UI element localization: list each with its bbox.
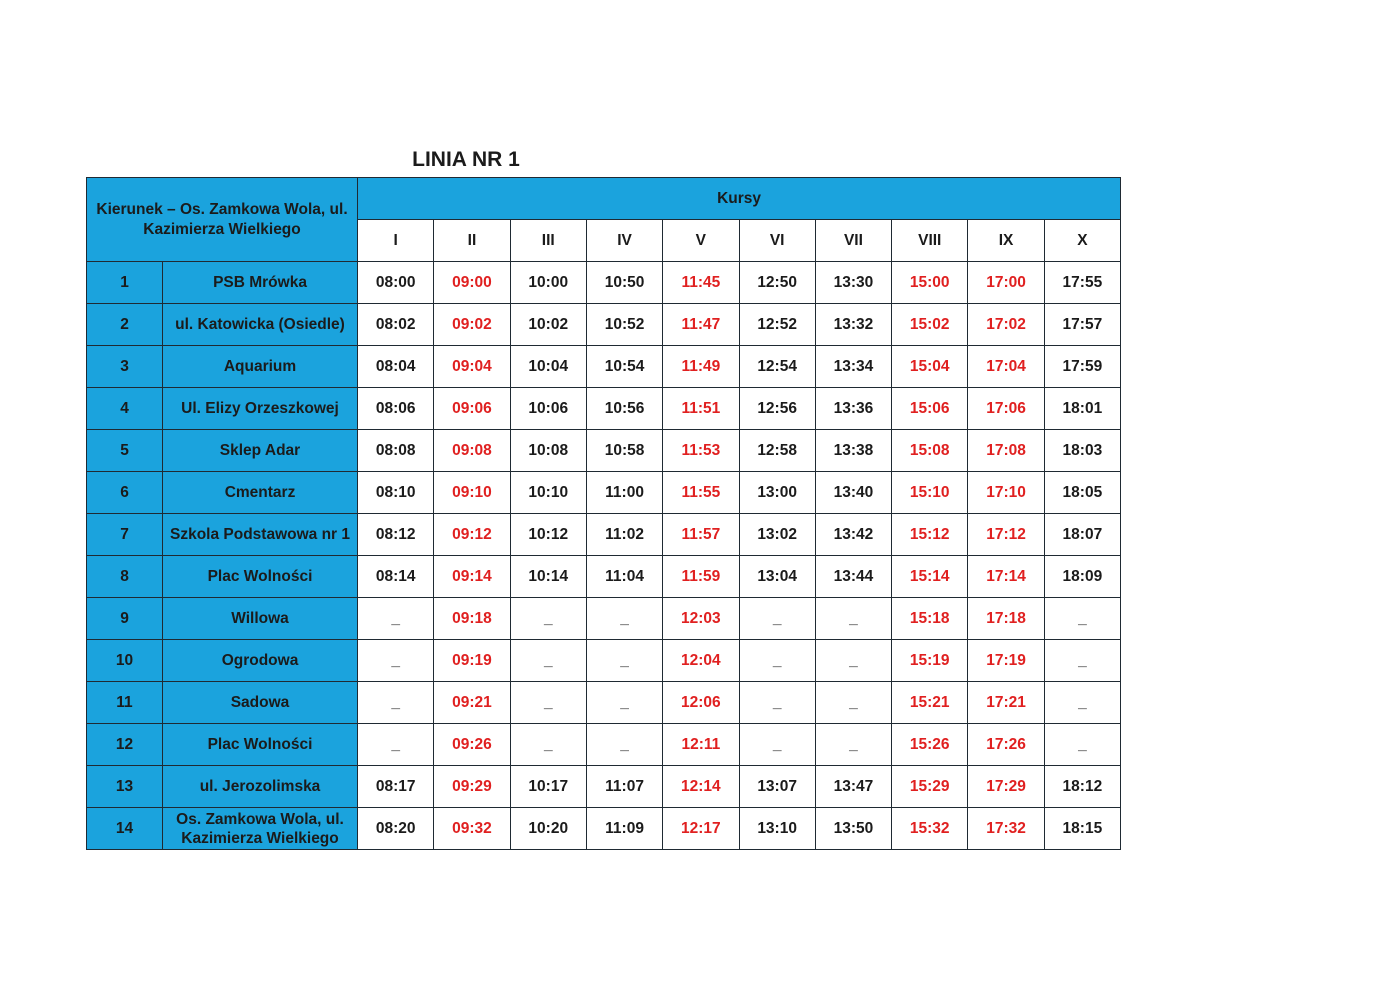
departure-time: 12:58 [739,430,815,472]
departure-time: 11:00 [586,472,662,514]
stop-number: 4 [87,388,163,430]
course-header-iii: III [510,220,586,262]
departure-time: 18:07 [1044,514,1120,556]
departure-time: 13:10 [739,808,815,850]
direction-header: Kierunek – Os. Zamkowa Wola, ul. Kazimierza Wielkiego [87,178,358,262]
departure-time: _ [586,640,662,682]
departure-time: _ [510,682,586,724]
table-row [87,472,1121,514]
departure-time: 11:57 [663,514,739,556]
departure-time: _ [815,598,891,640]
course-header-i: I [358,220,434,262]
course-header-ix: IX [968,220,1044,262]
departure-time: 17:08 [968,430,1044,472]
departure-time: _ [1044,640,1120,682]
departure-time: 10:08 [510,430,586,472]
table-row [87,682,1121,724]
stop-name: Sklep Adar [163,430,358,472]
departure-time: 10:02 [510,304,586,346]
departure-time: 08:17 [358,766,434,808]
departure-time: 11:47 [663,304,739,346]
departure-time: 17:59 [1044,346,1120,388]
departure-time: 17:14 [968,556,1044,598]
departure-time: 13:04 [739,556,815,598]
page-title [86,148,1120,172]
stop-number: 7 [87,514,163,556]
departure-time: 18:03 [1044,430,1120,472]
stop-name: Szkola Podstawowa nr 1 [163,514,358,556]
departure-time: 11:53 [663,430,739,472]
departure-time: _ [586,682,662,724]
course-header-x: X [1044,220,1120,262]
departure-time: 17:02 [968,304,1044,346]
departure-time: 15:14 [892,556,968,598]
departure-time: 13:38 [815,430,891,472]
departure-time: 17:32 [968,808,1044,850]
stop-number: 1 [87,262,163,304]
stop-name: Plac Wolności [163,556,358,598]
table-row [87,808,1121,850]
departure-time: 08:00 [358,262,434,304]
departure-time: 18:15 [1044,808,1120,850]
departure-time: 10:10 [510,472,586,514]
departure-time: 15:02 [892,304,968,346]
departure-time: 09:19 [434,640,510,682]
departure-time: 08:20 [358,808,434,850]
stop-number: 9 [87,598,163,640]
departure-time: 10:20 [510,808,586,850]
table-row [87,514,1121,556]
departure-time: 13:32 [815,304,891,346]
departure-time: _ [586,724,662,766]
departure-time: 11:07 [586,766,662,808]
departure-time: 17:29 [968,766,1044,808]
table-row [87,304,1121,346]
departure-time: 15:21 [892,682,968,724]
page-title-text: LINIA NR 1 [412,148,520,171]
departure-time: 10:04 [510,346,586,388]
departure-time: 12:52 [739,304,815,346]
departure-time: _ [510,724,586,766]
departure-time: 11:02 [586,514,662,556]
departure-time: 17:21 [968,682,1044,724]
course-header-iv: IV [586,220,662,262]
departure-time: _ [510,598,586,640]
departure-time: 17:10 [968,472,1044,514]
course-header-viii: VIII [892,220,968,262]
departure-time: _ [358,640,434,682]
departure-time: 09:18 [434,598,510,640]
departure-time: 10:14 [510,556,586,598]
departure-time: _ [739,682,815,724]
departure-time: 15:04 [892,346,968,388]
departure-time: 09:26 [434,724,510,766]
departure-time: 15:26 [892,724,968,766]
stop-number: 14 [87,808,163,850]
departure-time: 17:26 [968,724,1044,766]
departure-time: 12:03 [663,598,739,640]
course-header-vi: VI [739,220,815,262]
departure-time: 17:06 [968,388,1044,430]
stop-name: Ul. Elizy Orzeszkowej [163,388,358,430]
departure-time: 10:17 [510,766,586,808]
departure-time: 12:56 [739,388,815,430]
course-header-ii: II [434,220,510,262]
departure-time: 09:32 [434,808,510,850]
departure-time: 17:19 [968,640,1044,682]
table-row [87,346,1121,388]
departure-time: 12:04 [663,640,739,682]
departure-time: _ [358,682,434,724]
table-row [87,598,1121,640]
timetable-body [87,262,1121,850]
departure-time: _ [739,598,815,640]
departure-time: 11:49 [663,346,739,388]
stop-number: 2 [87,304,163,346]
table-row [87,388,1121,430]
departure-time: 10:00 [510,262,586,304]
departure-time: 08:08 [358,430,434,472]
departure-time: 18:01 [1044,388,1120,430]
departure-time: 15:10 [892,472,968,514]
stop-name: Ogrodowa [163,640,358,682]
departure-time: 10:52 [586,304,662,346]
departure-time: 13:47 [815,766,891,808]
departure-time: 18:05 [1044,472,1120,514]
stop-number: 10 [87,640,163,682]
departure-time: 18:12 [1044,766,1120,808]
departure-time: 13:02 [739,514,815,556]
departure-time: _ [586,598,662,640]
kursy-header: Kursy [358,178,1121,220]
departure-time: 11:04 [586,556,662,598]
departure-time: 13:34 [815,346,891,388]
stop-number: 13 [87,766,163,808]
departure-time: 18:09 [1044,556,1120,598]
departure-time: 12:50 [739,262,815,304]
departure-time: 15:12 [892,514,968,556]
departure-time: 09:02 [434,304,510,346]
stop-name: ul. Jerozolimska [163,766,358,808]
departure-time: 17:00 [968,262,1044,304]
stop-name: PSB Mrówka [163,262,358,304]
departure-time: 12:11 [663,724,739,766]
departure-time: 15:32 [892,808,968,850]
stop-name: Aquarium [163,346,358,388]
departure-time: 09:21 [434,682,510,724]
departure-time: 12:17 [663,808,739,850]
departure-time: 15:06 [892,388,968,430]
departure-time: 17:57 [1044,304,1120,346]
departure-time: _ [1044,682,1120,724]
departure-time: 11:59 [663,556,739,598]
departure-time: 09:10 [434,472,510,514]
stop-name: Sadowa [163,682,358,724]
departure-time: 10:50 [586,262,662,304]
departure-time: 09:14 [434,556,510,598]
departure-time: 10:54 [586,346,662,388]
departure-time: 08:12 [358,514,434,556]
departure-time: _ [358,724,434,766]
departure-time: 12:14 [663,766,739,808]
course-header-v: V [663,220,739,262]
departure-time: _ [510,640,586,682]
stop-name: ul. Katowicka (Osiedle) [163,304,358,346]
stop-name: Plac Wolności [163,724,358,766]
departure-time: 15:18 [892,598,968,640]
departure-time: 10:56 [586,388,662,430]
departure-time: 09:04 [434,346,510,388]
stop-number: 12 [87,724,163,766]
departure-time: 15:19 [892,640,968,682]
departure-time: 08:04 [358,346,434,388]
departure-time: 15:00 [892,262,968,304]
stop-number: 5 [87,430,163,472]
departure-time: 11:55 [663,472,739,514]
departure-time: 13:00 [739,472,815,514]
departure-time: _ [1044,724,1120,766]
stop-name: Willowa [163,598,358,640]
departure-time: 09:12 [434,514,510,556]
departure-time: 17:18 [968,598,1044,640]
departure-time: 09:00 [434,262,510,304]
departure-time: _ [358,598,434,640]
table-row [87,262,1121,304]
departure-time: 13:36 [815,388,891,430]
departure-time: 12:54 [739,346,815,388]
departure-time: 10:58 [586,430,662,472]
table-row [87,724,1121,766]
departure-time: 09:08 [434,430,510,472]
departure-time: _ [815,682,891,724]
departure-time: 13:40 [815,472,891,514]
departure-time: 08:14 [358,556,434,598]
stop-number: 3 [87,346,163,388]
departure-time: 13:42 [815,514,891,556]
departure-time: 17:55 [1044,262,1120,304]
table-row [87,766,1121,808]
departure-time: 12:06 [663,682,739,724]
departure-time: 08:02 [358,304,434,346]
departure-time: 15:08 [892,430,968,472]
table-row [87,556,1121,598]
departure-time: 17:12 [968,514,1044,556]
stop-name: Os. Zamkowa Wola, ul. Kazimierza Wielkiego [163,808,358,850]
timetable [86,177,1121,850]
stop-number: 6 [87,472,163,514]
departure-time: _ [815,724,891,766]
departure-time: _ [739,724,815,766]
departure-time: 13:30 [815,262,891,304]
stop-name: Cmentarz [163,472,358,514]
departure-time: 08:10 [358,472,434,514]
departure-time: 13:07 [739,766,815,808]
table-row [87,640,1121,682]
departure-time: 10:06 [510,388,586,430]
departure-time: 17:04 [968,346,1044,388]
course-header-vii: VII [815,220,891,262]
departure-time: 13:44 [815,556,891,598]
departure-time: 11:45 [663,262,739,304]
departure-time: 09:06 [434,388,510,430]
departure-time: 11:09 [586,808,662,850]
departure-time: 11:51 [663,388,739,430]
departure-time: 09:29 [434,766,510,808]
stop-number: 11 [87,682,163,724]
departure-time: _ [815,640,891,682]
departure-time: 15:29 [892,766,968,808]
stop-number: 8 [87,556,163,598]
departure-time: 08:06 [358,388,434,430]
departure-time: 10:12 [510,514,586,556]
departure-time: _ [1044,598,1120,640]
table-row [87,430,1121,472]
departure-time: _ [739,640,815,682]
departure-time: 13:50 [815,808,891,850]
